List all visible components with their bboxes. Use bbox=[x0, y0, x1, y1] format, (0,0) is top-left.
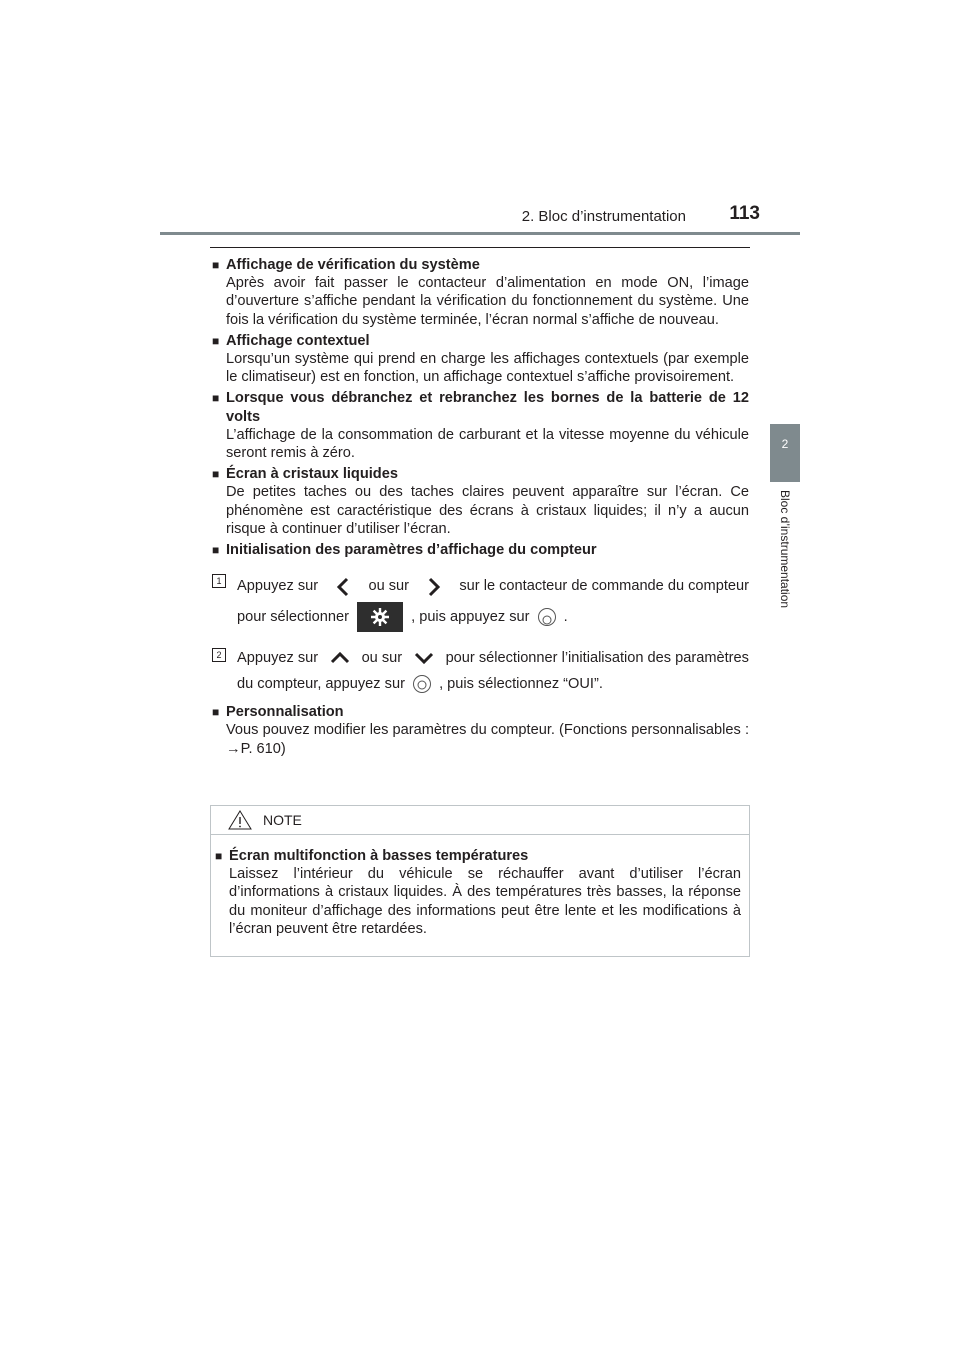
chevron-right-icon bbox=[427, 577, 441, 597]
main-content bbox=[212, 256, 749, 761]
chevron-left-icon bbox=[336, 577, 350, 597]
section bbox=[212, 465, 749, 538]
step-number: 2 bbox=[212, 648, 226, 662]
section-title: Initialisation des paramètres d’affichage du compteur bbox=[226, 542, 597, 559]
step-2 bbox=[212, 645, 749, 697]
step-text: ou sur bbox=[361, 650, 403, 667]
warning-triangle-icon bbox=[227, 809, 253, 831]
section-body: L’affichage de la consommation de carburant et la vitesse moyenne du véhicule seront remis à zéro. bbox=[226, 426, 749, 462]
step-text: Appuyez sur bbox=[237, 650, 319, 667]
step-text: du compteur, appuyez sur bbox=[237, 676, 405, 693]
step-text: . bbox=[563, 609, 568, 626]
section-body: Lorsqu’un système qui prend en charge les affichages contextuels (par exemple le climatiseur) est en fonction, un affichage contextuel s’affiche provisoirement. bbox=[226, 351, 749, 386]
chevron-down-icon bbox=[414, 651, 434, 665]
section bbox=[212, 541, 749, 697]
header-rule bbox=[160, 232, 800, 235]
note-title: Écran multifonction à basses températures bbox=[229, 848, 529, 864]
section-body: Après avoir fait passer le contacteur d’alimentation en mode ON, l’image d’ouverture s’affiche pendant la vérification du fonctionnement du système. Une fois la vérification du système terminée, l’écran normal s’affiche de nouveau. bbox=[226, 275, 749, 328]
section-body: Vous pouvez modifier les paramètres du compteur. (Fonctions personnalisables : →P. 610) bbox=[226, 722, 749, 757]
gear-icon bbox=[357, 602, 403, 632]
ok-button-icon bbox=[538, 608, 556, 626]
section bbox=[212, 256, 749, 329]
page-number: 113 bbox=[729, 203, 760, 224]
note-label: NOTE bbox=[263, 812, 302, 828]
side-tab-label: Bloc d’instrumentation bbox=[778, 490, 792, 609]
header-section-title: 2. Bloc d’instrumentation bbox=[521, 208, 686, 225]
section-title: Affichage de vérification du système bbox=[226, 257, 480, 273]
section-title: Affichage contextuel bbox=[226, 332, 370, 349]
step-text: sur le contacteur de commande du compteur bbox=[459, 578, 749, 595]
square-bullet-icon: ■ bbox=[212, 467, 220, 482]
square-bullet-icon: ■ bbox=[212, 391, 220, 406]
section-body: De petites taches ou des taches claires peuvent apparaître sur l’écran. Ce phénomène est caractéristique des écrans à cristaux liquides; il n’y a aucun risque à continuer d’utiliser l’écran. bbox=[226, 484, 749, 537]
step-1 bbox=[212, 571, 749, 633]
step-text: , puis appuyez sur bbox=[411, 609, 530, 626]
square-bullet-icon: ■ bbox=[212, 333, 220, 348]
step-text: pour sélectionner l’initialisation des paramètres bbox=[445, 650, 749, 667]
side-tab bbox=[775, 490, 795, 640]
square-bullet-icon: ■ bbox=[212, 705, 220, 720]
note-box bbox=[210, 805, 750, 957]
ok-button-icon bbox=[413, 675, 431, 693]
step-text: pour sélectionner bbox=[237, 609, 349, 626]
section-title: Lorsque vous débranchez et rebranchez les bornes de la batterie de 12 volts bbox=[226, 390, 749, 425]
chevron-up-icon bbox=[330, 651, 350, 665]
section-title: Personnalisation bbox=[226, 704, 344, 721]
step-text: Appuyez sur bbox=[237, 578, 319, 595]
section bbox=[212, 332, 749, 387]
section-title: Écran à cristaux liquides bbox=[226, 466, 398, 483]
step-number: 1 bbox=[212, 574, 226, 588]
square-bullet-icon: ■ bbox=[212, 258, 220, 272]
section bbox=[212, 389, 749, 462]
note-text: Laissez l’intérieur du véhicule se réchauffer avant d’utiliser l’écran d’informations à cristaux liquides. À des températures très basses, la réponse du moniteur d’affichage des informations peut être lente et les modifications à l’écran peuvent être retardées. bbox=[229, 866, 741, 937]
step-text: ou sur bbox=[368, 578, 410, 595]
square-bullet-icon: ■ bbox=[212, 543, 220, 558]
side-tab-number: 2 bbox=[770, 424, 800, 482]
section bbox=[212, 703, 749, 758]
step-text: , puis sélectionnez “OUI”. bbox=[439, 676, 603, 693]
content-top-rule bbox=[210, 247, 750, 248]
square-bullet-icon: ■ bbox=[215, 849, 223, 863]
